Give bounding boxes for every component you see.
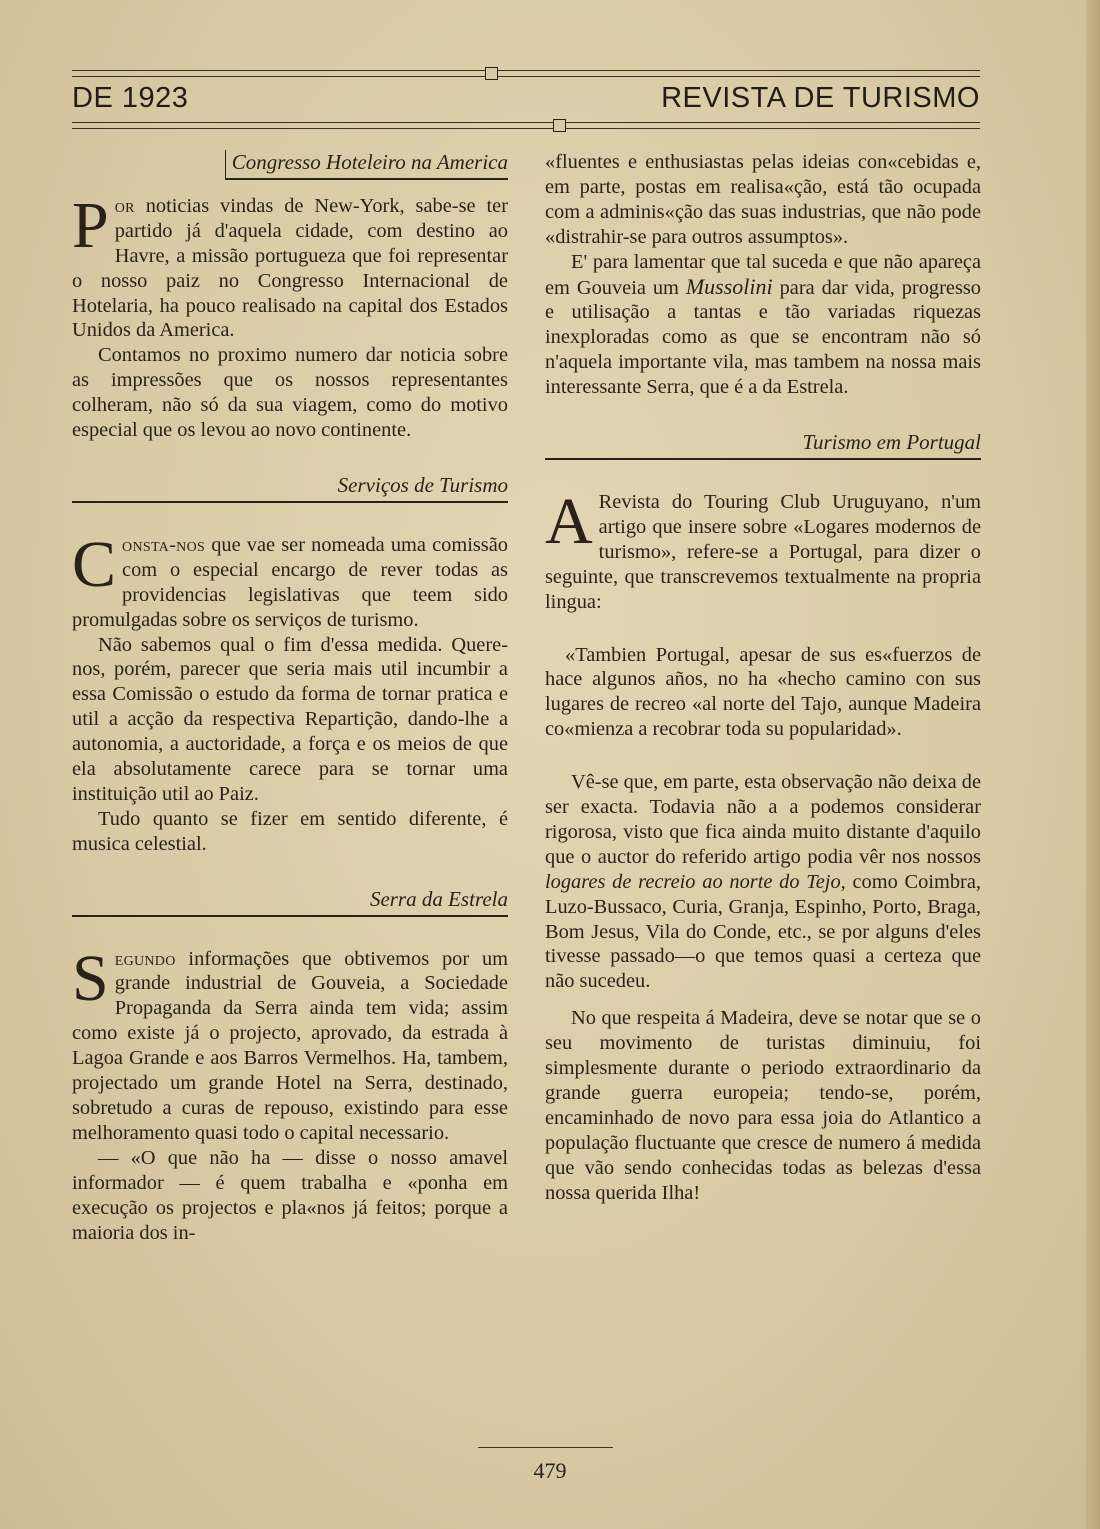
article-paragraph: Consta-nos que vae ser nomeada uma comissão com o especial encargo de rever todas as providencias legislativas que teem sido promulgadas sobre os serviços de turismo. xyxy=(72,527,508,631)
article-paragraph: E' para lamentar que tal suceda e que não apareça em Gouveia um Mussolini para dar vida, progresso e utilisação a tantas e tão variadas riquezas inexploradas como as que se encontram não só n'aquela importante vila, mas tambem na nossa mais interessante Serra, que é a da Estrela. xyxy=(545,250,982,399)
square-ornament-icon xyxy=(553,119,566,132)
quotation-block xyxy=(545,643,981,743)
article-congresso-hoteleiro xyxy=(72,150,508,443)
article-paragraph: A Revista do Touring Club Uruguyano, n'um artigo que insere sobre «Logares modernos de turismo», refere-se a Portugal, para dizer o seguinte, que transcrevemos textualmente na propria lingua: xyxy=(545,484,981,613)
article-paragraph: Tudo quanto se fizer em sentido diferente, é musica celestial. xyxy=(72,807,508,855)
article-paragraph: No que respeita á Madeira, deve se notar que se o seu movimento de turistas diminuiu, foi simplesmente durante o periodo extraordinario da grande guerra europeia; tendo-se, porém, encaminhado de novo para essa joia do Atlantico a população fluctuante que cresce de numero á medida que vão sendo conhecidas todas as belezas d'essa nossa querida Ilha! xyxy=(545,1007,981,1204)
drop-cap: A xyxy=(545,484,593,558)
article-title: Serra da Estrela xyxy=(72,887,508,917)
quoted-text: «Tambien Portugal, apesar de sus es«fuerzos de hace algunos años, no ha «hecho camino con sus lugares de recreo «al norte del Tajo, aunque Madeira co«mienza a recobrar toda su popularidad». xyxy=(545,643,981,741)
drop-cap: C xyxy=(72,527,117,601)
article-paragraph: «fluentes e enthusiastas pelas ideias con«cebidas e, em parte, postas em realisa«ção, está tão ocupada com a adminis«ção das suas industrias, que não pode «distrahir-se para outros assumptos». xyxy=(545,151,981,248)
article-paragraph: Segundo informações que obtivemos por um grande industrial de Gouveia, a Sociedade Propaganda da Serra ainda tem vida; assim como existe já o projecto, aprovado, da estrada à Lagoa Grande e aos Barros Vermelhos. Ha, tambem, projectado um grande Hotel na Serra, destinado, sobretudo a curas de repouso, existindo para esse melhoramento quasi todo o capital necessario. xyxy=(72,941,508,1144)
header-rule-bottom xyxy=(72,122,980,123)
article-serra-estrela-continued xyxy=(545,150,981,400)
article-serra-estrela xyxy=(72,887,508,1246)
header-rule-top-inner xyxy=(72,76,980,77)
article-paragraph: — «O que não ha — disse o nosso amavel informador — é quem trabalha e «ponha em execução os projectos e pla«nos já feitos; porque a maioria dos in- xyxy=(72,1146,508,1244)
article-paragraph: Por noticias vindas de New-York, sabe-se ter partido já d'aquela cidade, com destino ao Havre, a missão portugueza que foi representar o nosso paiz no Congresso Internacional de Hotelaria, ha pouco realisado na capital dos Estados Unidos da America. xyxy=(72,188,508,342)
drop-cap: P xyxy=(72,188,109,262)
article-paragraph: Contamos no proximo numero dar noticia sobre as impressões que os nossos representantes colheram, não só da sua viagem, como do motivo especial que os levou ao novo continente. xyxy=(72,344,508,442)
article-title: Turismo em Portugal xyxy=(545,430,981,460)
header-date: DE 1923 xyxy=(72,82,189,114)
article-turismo-portugal xyxy=(545,430,981,1205)
emphasized-name: Mussolini xyxy=(685,273,773,299)
article-title: Serviços de Turismo xyxy=(72,473,508,503)
header-publication-title: REVISTA DE TURISMO xyxy=(661,82,980,114)
italic-phrase: logares de recreio ao norte do Tejo, xyxy=(545,870,846,893)
article-servicos-turismo xyxy=(72,473,508,857)
header-rule-top xyxy=(72,70,980,71)
drop-cap: S xyxy=(72,941,109,1015)
page-edge xyxy=(1086,0,1100,1529)
square-ornament-icon xyxy=(485,67,498,80)
header-rule-bottom-inner xyxy=(72,128,980,129)
article-paragraph: Vê-se que, em parte, esta observação não deixa de ser exacta. Todavia não a a podemos considerar rigorosa, visto que fica ainda muito distante d'aquilo que o auctor do referido artigo podia vêr nos nossos logares de recreio ao norte do Tejo, como Coimbra, Luzo-Bussaco, Curia, Granja, Espinho, Porto, Braga, Bom Jesus, Vila do Conde, etc., se por alguns d'eles tivesse passado—o que temos quasi a certeza que não sucedeu. xyxy=(545,771,981,993)
right-column xyxy=(545,150,981,1206)
page-number: 479 xyxy=(533,1458,567,1483)
article-paragraph: Não sabemos qual o fim d'essa medida. Quere-nos, porém, parecer que seria mais util incumbir a essa Comissão o estudo da forma de tornar pratica e util a acção da respectiva Repartição, dando-lhe a autonomia, a auctoridade, a força e os meios de que ela absolutamente carece para se tornar uma instituição util ao Paiz. xyxy=(72,633,508,805)
footer-rule xyxy=(478,1447,613,1448)
article-title: Congresso Hoteleiro na America xyxy=(225,150,508,180)
left-column xyxy=(72,150,508,1245)
